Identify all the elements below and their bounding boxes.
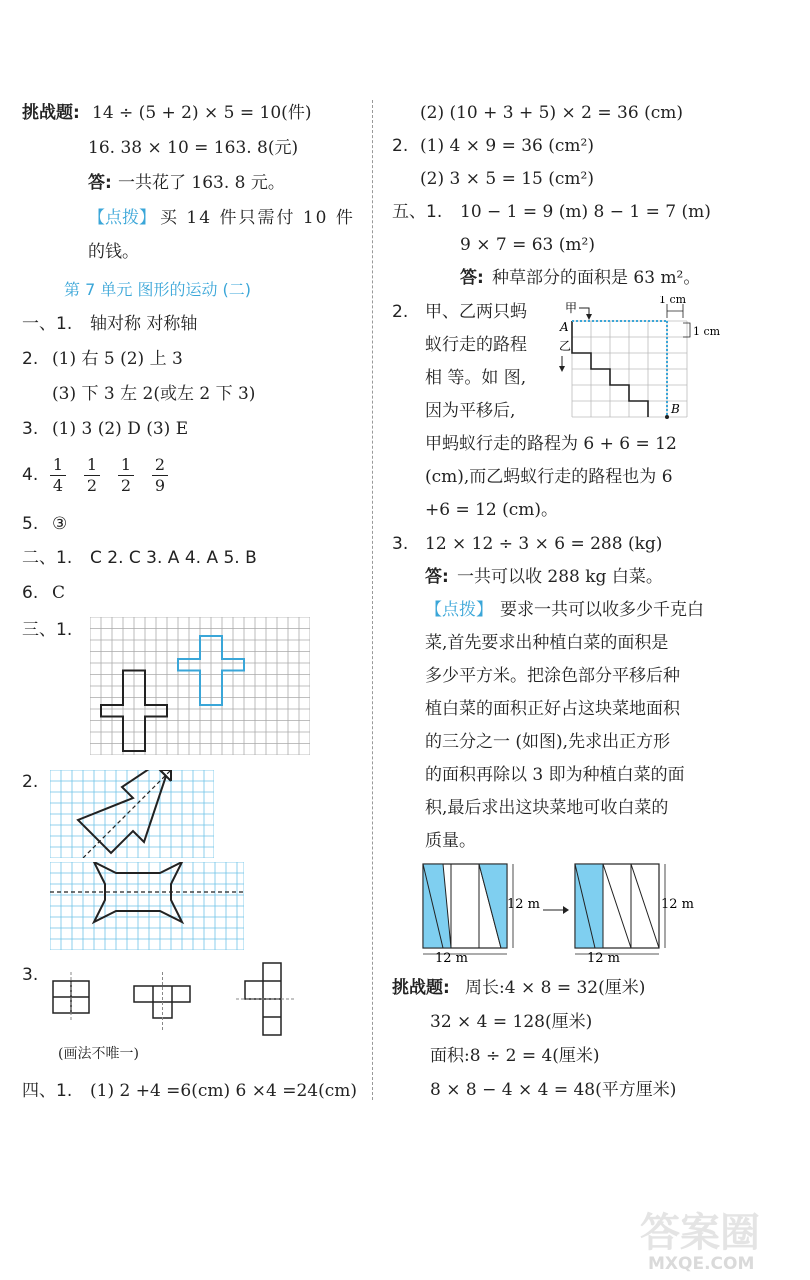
watermark-url: MXQE.COM — [648, 1254, 755, 1274]
fig-label-cm1: 1 cm — [659, 296, 687, 306]
r9: 相 等。如 图, — [425, 368, 527, 388]
s3-note: (画法不唯一) — [58, 1046, 139, 1062]
r2-text: (1) 4 × 9 = 36 (cm²) — [420, 136, 594, 156]
r26: 面积:8 ÷ 2 = 4(厘米) — [430, 1046, 600, 1066]
s1-q1-label: 一、1. — [22, 314, 73, 334]
q2-label: 2. — [22, 349, 39, 369]
q5-text: ③ — [52, 514, 68, 534]
bowtie-symmetry-figure — [50, 862, 244, 950]
r7-text: 甲、乙两只蚂 — [425, 302, 527, 322]
s2-label: 二、1. — [22, 548, 73, 568]
r12: (cm),而乙蚂蚁行走的路程也为 6 — [425, 467, 673, 487]
q3-text: (1) 3 (2) D (3) E — [52, 419, 189, 439]
fig-label-b: B — [671, 402, 680, 416]
fraction-4: $\frac{2}{9}$ — [152, 455, 168, 496]
cube-net-figure-3 — [236, 962, 296, 1038]
r7-label: 2. — [392, 302, 409, 322]
r14-text: 12 × 12 ÷ 3 × 6 = 288 (kg) — [425, 534, 663, 554]
challenge-answer: 一共花了 163. 8 元。 — [118, 173, 285, 193]
s4-label: 四、1. — [22, 1081, 73, 1101]
r2-label: 2. — [392, 136, 409, 156]
fig-label-cm2: 1 cm — [693, 325, 721, 338]
r20: 的三分之一 (如图),先求出正方形 — [425, 732, 671, 752]
s2-q6-label: 6. — [22, 583, 39, 603]
r16-text: 要求一共可以收多少千克白 — [500, 600, 704, 620]
veg-label-side-a: 12 m — [507, 897, 541, 912]
fraction-1: $\frac{1}{4}$ — [50, 455, 66, 496]
unit-title: 第 7 单元 图形的运动 (二) — [64, 280, 252, 299]
answer-label: 答: — [88, 173, 112, 193]
column-divider — [372, 100, 373, 1100]
r17: 菜,首先要求出种植白菜的面积是 — [425, 633, 669, 653]
r16-label: 【点拨】 — [425, 600, 493, 620]
fig-label-a: A — [560, 320, 569, 334]
r23: 质量。 — [425, 831, 476, 851]
r24-label: 挑战题: — [392, 978, 450, 998]
r15-label: 答: — [425, 567, 449, 587]
translation-grid-figure — [90, 617, 310, 755]
challenge-line1: 14 ÷ (5 + 2) × 5 = 10(件) — [92, 103, 312, 123]
r22: 积,最后求出这块菜地可收白菜的 — [425, 798, 669, 818]
s3-q3-label: 3. — [22, 965, 39, 985]
r13: +6 = 12 (cm)。 — [425, 500, 559, 520]
q2-text-a: (1) 右 5 (2) 上 3 — [52, 349, 183, 369]
r10: 因为平移后, — [425, 401, 516, 421]
cube-net-figure-2 — [133, 972, 191, 1030]
q4-label: 4. — [22, 465, 39, 485]
r18: 多少平方米。把涂色部分平移后种 — [425, 666, 680, 686]
r15-text: 一共可以收 288 kg 白菜。 — [457, 567, 663, 587]
s2-q6-text: C — [52, 583, 66, 603]
s2-text: C 2. C 3. A 4. A 5. B — [90, 548, 257, 568]
s4-text: (1) 2 +4 =6(cm) 6 ×4 =24(cm) — [90, 1081, 358, 1101]
r4-text: 10 − 1 = 9 (m) 8 − 1 = 7 (m) — [460, 202, 711, 222]
hint-text-b: 的钱。 — [88, 242, 139, 262]
ant-path-figure — [555, 296, 725, 420]
cube-net-figure-1 — [52, 972, 90, 1020]
fraction-2: $\frac{1}{2}$ — [84, 455, 100, 496]
veg-label-side-b: 12 m — [661, 897, 695, 912]
challenge-label: 挑战题: — [22, 103, 80, 123]
q2-text-b: (3) 下 3 左 2(或左 2 下 3) — [52, 384, 256, 404]
r27: 8 × 8 − 4 × 4 = 48(平方厘米) — [430, 1080, 677, 1100]
s3-q2-label: 2. — [22, 772, 39, 792]
r11: 甲蚂蚁行走的路程为 6 + 6 = 12 — [425, 434, 677, 454]
r19: 植白菜的面积正好占这块菜地面积 — [425, 699, 680, 719]
challenge-line2: 16. 38 × 10 = 163. 8(元) — [88, 138, 299, 158]
veg-label-bottom-a: 12 m — [435, 951, 469, 966]
r6-text: 种草部分的面积是 63 m²。 — [492, 268, 701, 288]
fraction-3: $\frac{1}{2}$ — [118, 455, 134, 496]
r4-label: 五、1. — [392, 202, 443, 222]
watermark-logo: 答案圈 — [640, 1210, 760, 1256]
fig-label-yi: 乙 — [559, 339, 572, 353]
r24-text: 周长:4 × 8 = 32(厘米) — [465, 978, 646, 998]
hint-label: 【点拨】 — [88, 208, 156, 228]
arrow-symmetry-figure — [50, 770, 214, 858]
r25: 32 × 4 = 128(厘米) — [430, 1012, 593, 1032]
r21: 的面积再除以 3 即为种植白菜的面 — [425, 765, 685, 785]
hint-text-a: 买 14 件只需付 10 件 — [160, 208, 355, 228]
r14-label: 3. — [392, 534, 409, 554]
r3: (2) 3 × 5 = 15 (cm²) — [420, 169, 594, 189]
q5-label: 5. — [22, 514, 39, 534]
r1: (2) (10 + 3 + 5) × 2 = 36 (cm) — [420, 103, 683, 123]
r6-label: 答: — [460, 268, 484, 288]
fig-label-jia: 甲 — [565, 301, 578, 315]
veg-label-bottom-b: 12 m — [587, 951, 621, 966]
r8: 蚁行走的路程 — [425, 335, 527, 355]
s3-q1-label: 三、1. — [22, 620, 73, 640]
q3-label: 3. — [22, 419, 39, 439]
r5: 9 × 7 = 63 (m²) — [460, 235, 595, 255]
vegetable-field-figure — [415, 860, 705, 966]
s1-q1-text: 轴对称 对称轴 — [90, 314, 198, 334]
